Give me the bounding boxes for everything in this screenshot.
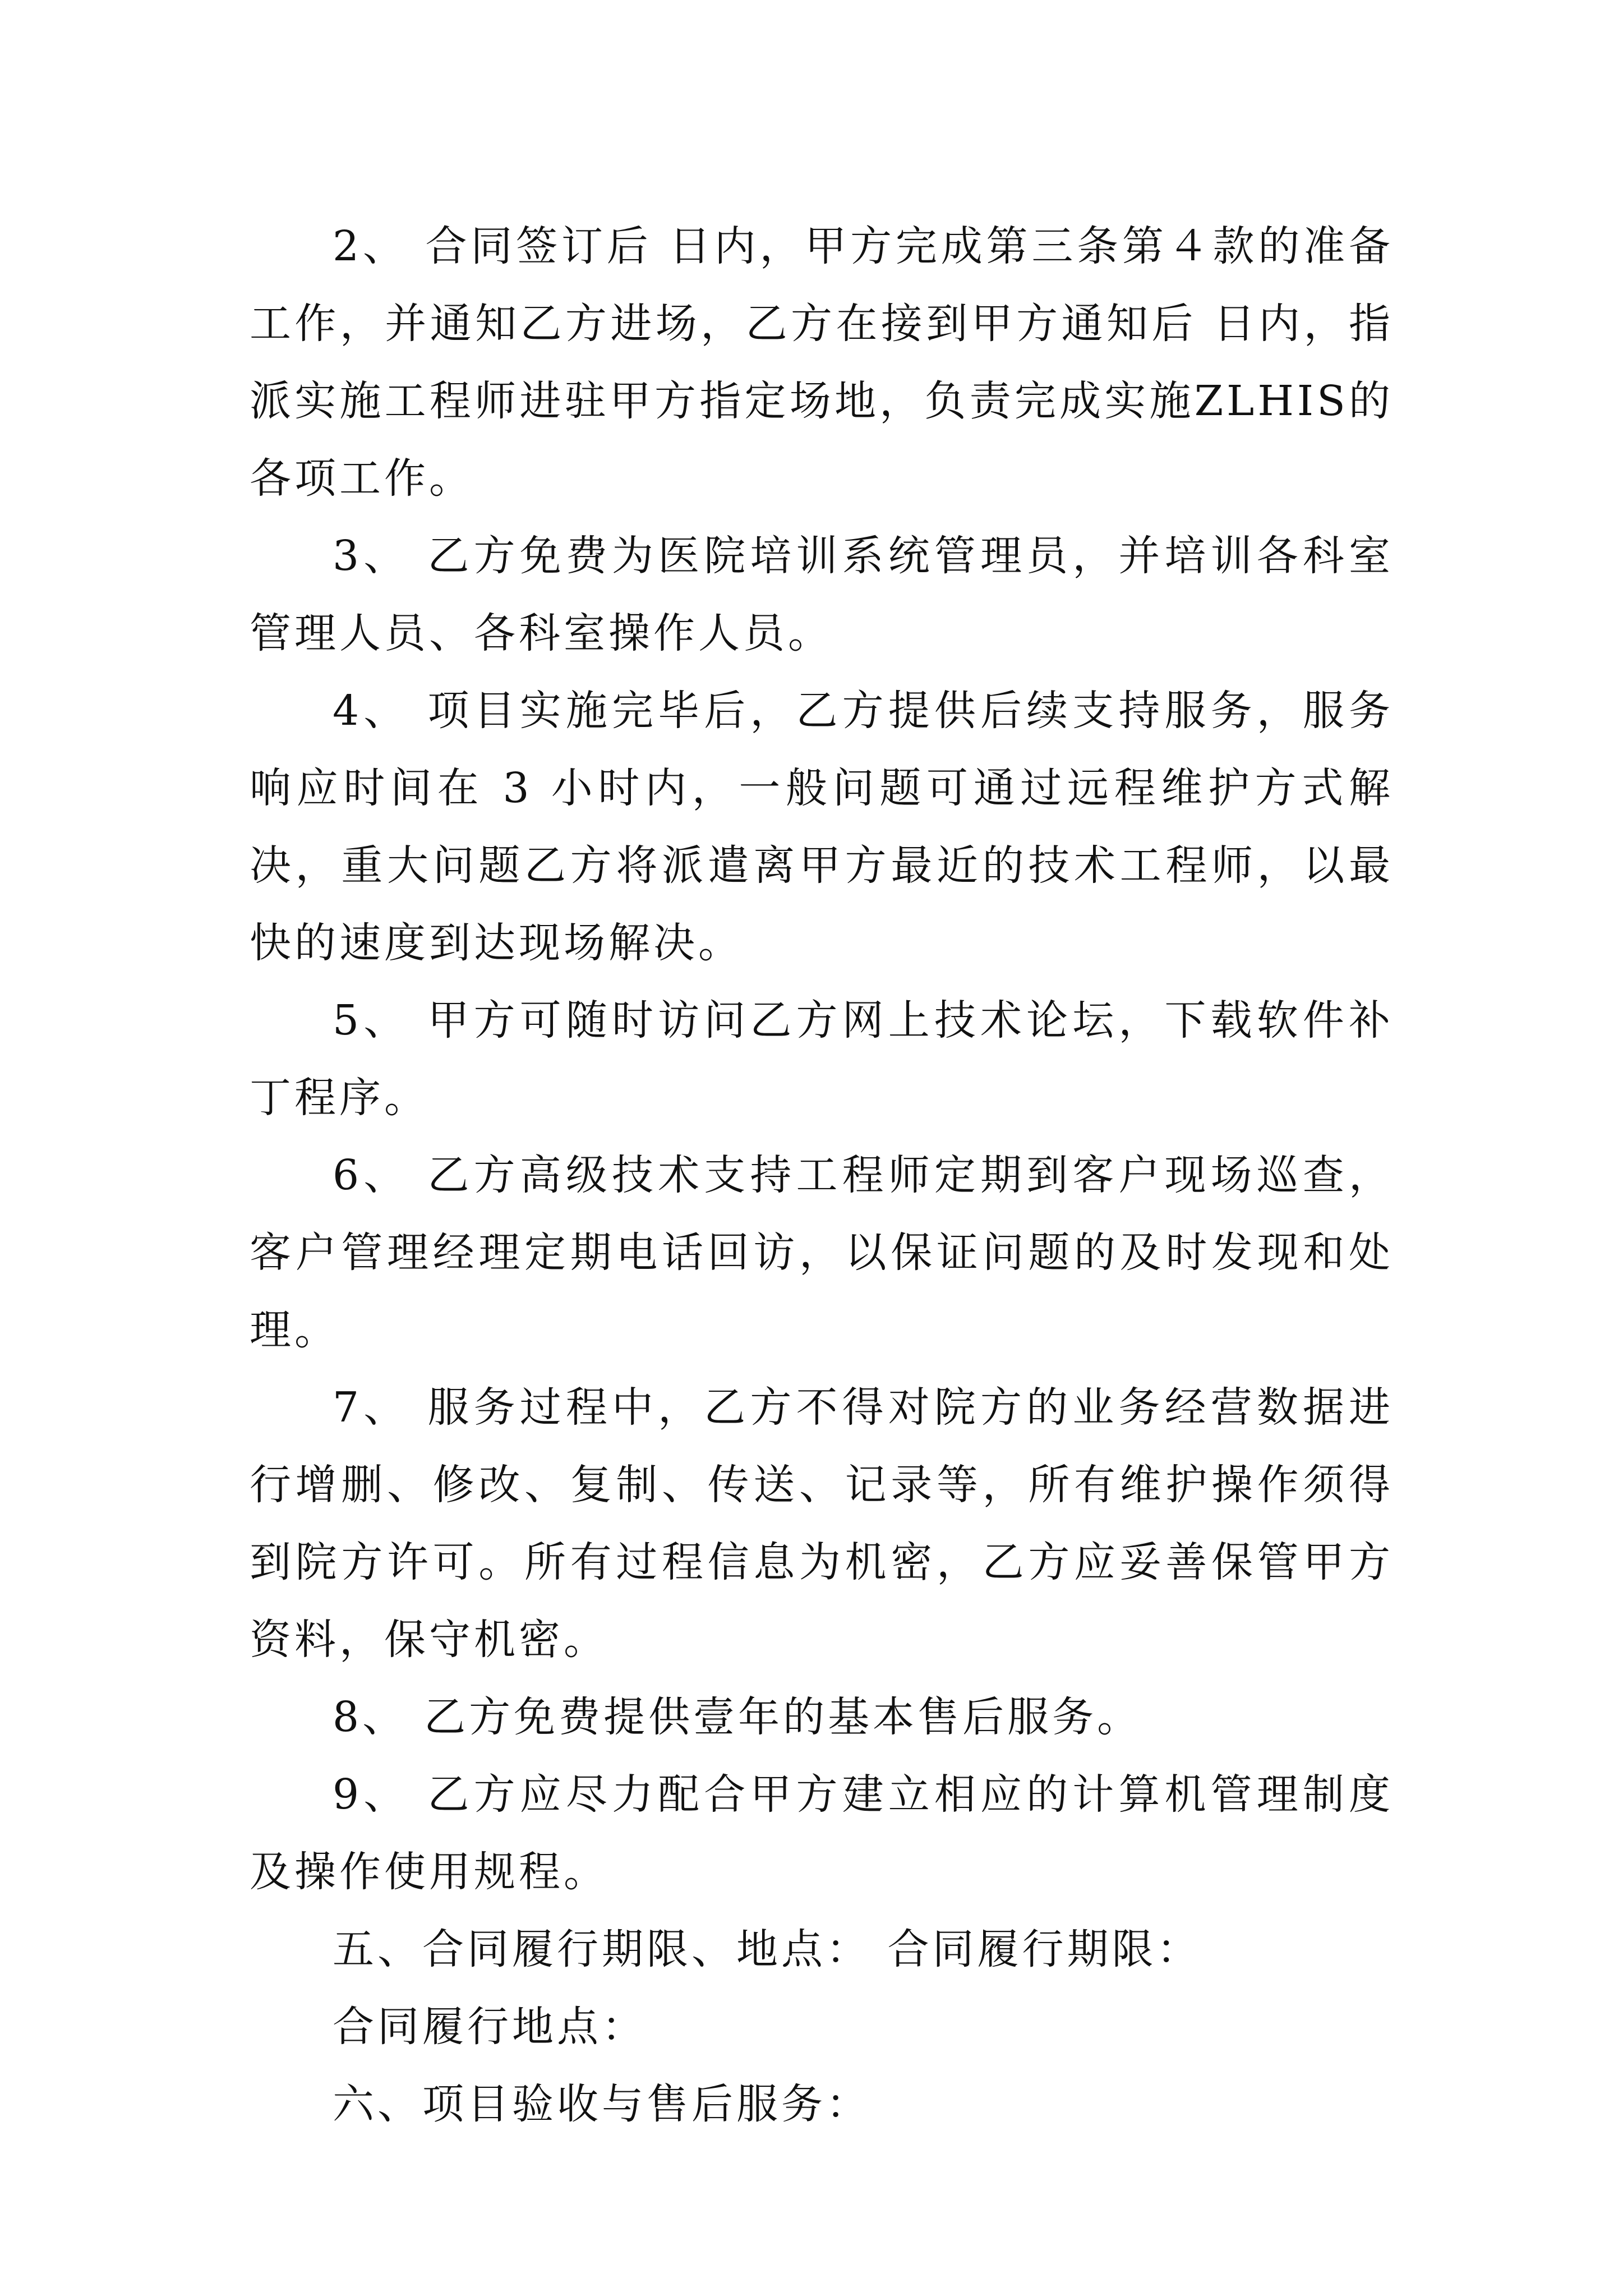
- clause-2: [250, 208, 1394, 517]
- clause-text: 乙方免费提供壹年的基本售后服务。: [424, 1693, 1142, 1741]
- section-six-heading: 六、项目验收与售后服务：: [333, 2080, 871, 2128]
- clause-text: 合同签订后 日内，甲方完成第三条第４款的准备工作，并通知乙方进场，乙方在接到甲方通知后 日内，指派实施工程师进驻甲方指定场地，负责完成实施ZLHIS的各项工作。: [250, 222, 1394, 503]
- clause-3: [250, 517, 1394, 672]
- clause-text: 乙方应尽力配合甲方建立相应的计算机管理制度及操作使用规程。: [250, 1770, 1394, 1896]
- clause-text: 乙方免费为医院培训系统管理员，并培训各科室管理人员、各科室操作人员。: [250, 532, 1394, 657]
- clause-number: 6、: [333, 1151, 410, 1199]
- section-five-heading: 五、合同履行期限、地点： 合同履行期限：: [333, 1925, 1202, 1973]
- clause-number: 9、: [333, 1770, 410, 1819]
- clause-7: [250, 1369, 1394, 1678]
- clause-8: [250, 1678, 1394, 1756]
- clause-number: 7、: [333, 1383, 410, 1432]
- clause-text: 服务过程中，乙方不得对院方的业务经营数据进行增删、修改、复制、传送、记录等，所有维护操作须得到院方许可。所有过程信息为机密，乙方应妥善保管甲方资料，保守机密。: [250, 1383, 1394, 1664]
- clause-number: 4、: [333, 687, 410, 735]
- place-line: 合同履行地点：: [333, 2003, 647, 2051]
- clause-6: [250, 1137, 1394, 1369]
- clause-text: 项目实施完毕后，乙方提供后续支持服务，服务响应时间在 3 小时内，一般问题可通过远程维护方式解决，重大问题乙方将派遣离甲方最近的技术工程师，以最快的速度到达现场解决。: [250, 687, 1394, 967]
- clause-5: [250, 982, 1394, 1137]
- document-body: [250, 208, 1394, 2143]
- clause-number: 2、: [333, 222, 408, 270]
- clause-number: 3、: [333, 532, 410, 580]
- clause-4: [250, 672, 1394, 982]
- clause-number: 5、: [333, 996, 410, 1045]
- clause-text: 甲方可随时访问乙方网上技术论坛，下载软件补丁程序。: [250, 996, 1394, 1122]
- clause-text: 乙方高级技术支持工程师定期到客户现场巡查，客户管理经理定期电话回访，以保证问题的及时发现和处理。: [250, 1151, 1394, 1354]
- clause-number: 8、: [333, 1693, 408, 1741]
- clause-9: [250, 1756, 1394, 1911]
